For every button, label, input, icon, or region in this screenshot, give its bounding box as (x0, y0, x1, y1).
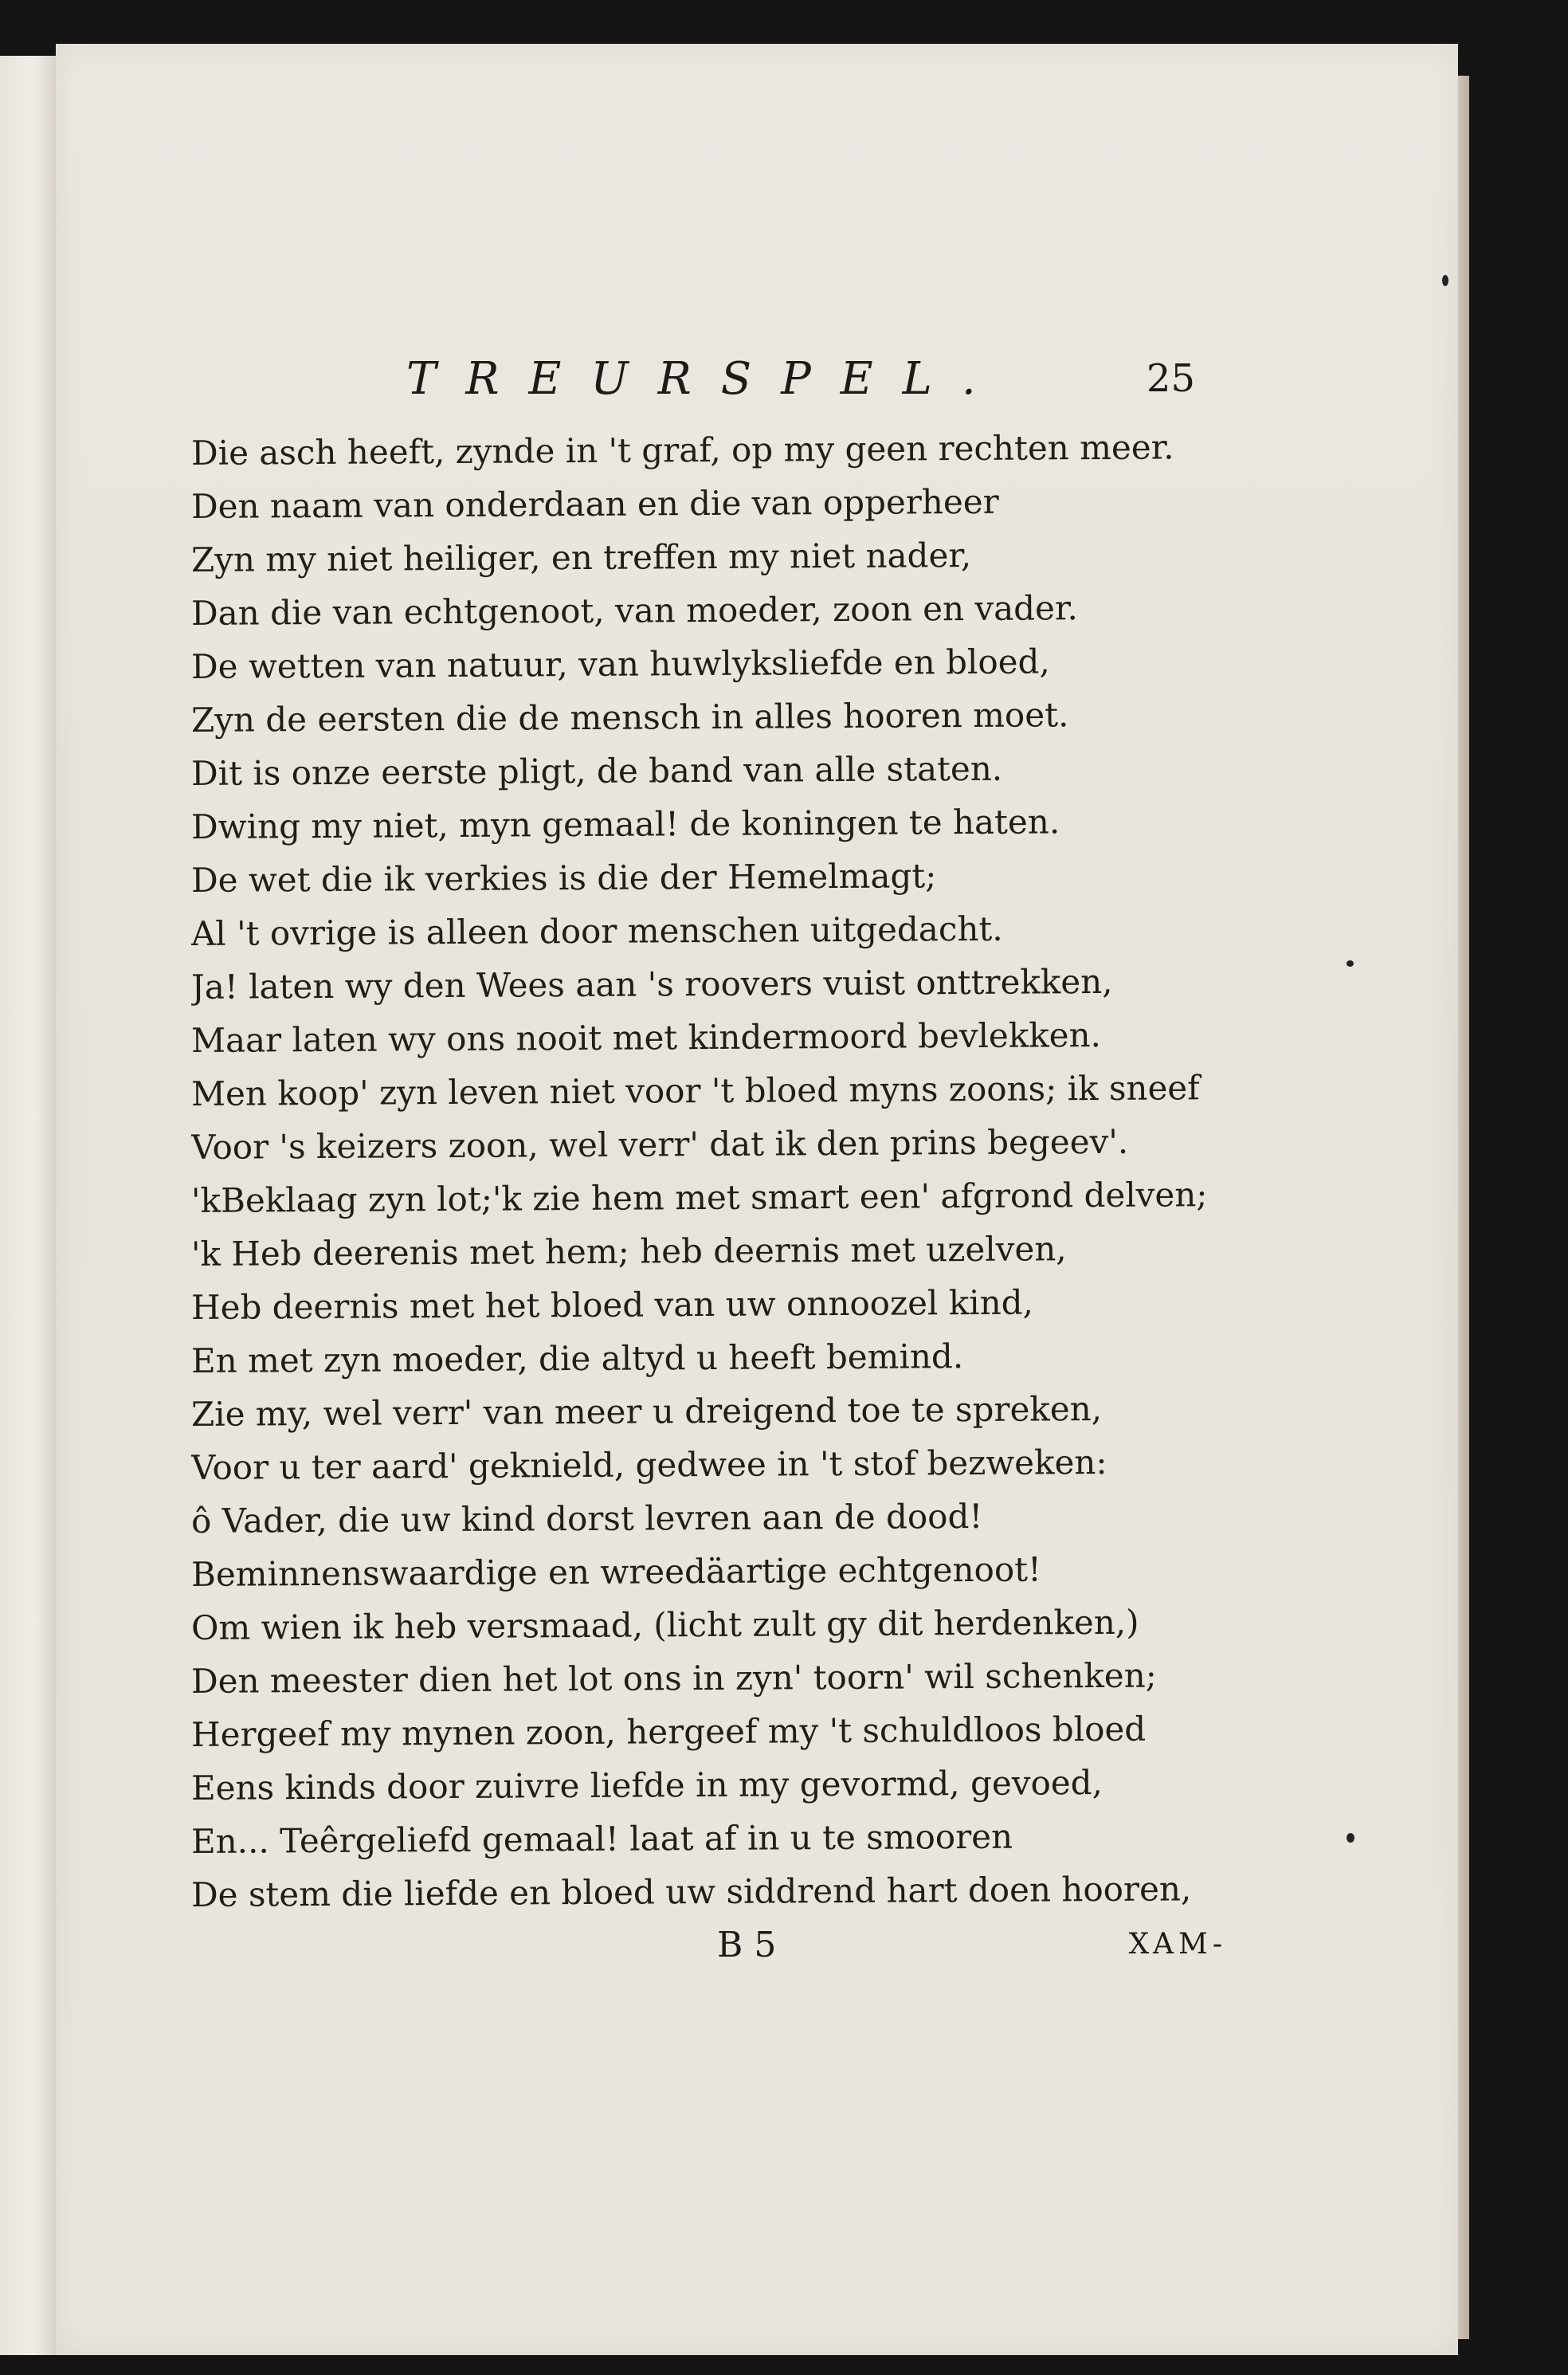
facing-page-edge (0, 56, 64, 2355)
verse-line: Zyn my niet heiliger, en treffen my niet nader, (190, 536, 972, 579)
verse-line: 'kBeklaag zyn lot;'k zie hem met smart een' afgrond delven; (190, 1175, 1208, 1220)
verse-line: Heb deernis met het bloed van uw onnoozel kind, (190, 1282, 1034, 1327)
verse-line: Ja! laten wy den Wees aan 's roovers vuist onttrekken, (190, 961, 1113, 1007)
verse-line: Zie my, wel verr' van meer u dreigend toe te spreken, (190, 1389, 1103, 1434)
verse-line: Hergeef my mynen zoon, hergeef my 't schuldloos bloed (190, 1709, 1147, 1754)
verse-line: Den meester dien het lot ons in zyn' toorn' wil schenken; (190, 1655, 1158, 1701)
ink-speck (1442, 275, 1448, 286)
verse-line: Beminnenswaardige en wreedäartige echtgenoot! (190, 1549, 1042, 1594)
verse-line: ô Vader, die uw kind dorst levren aan de dood! (190, 1496, 983, 1541)
catchword: XAM- (1128, 1928, 1227, 1961)
verse-line: Al 't ovrige is alleen door menschen uitgedacht. (190, 909, 1003, 953)
verse-line: Dit is onze eerste pligt, de band van alle staten. (190, 748, 1003, 793)
verse-line: En... Teêrgeliefd gemaal! laat af in u te smooren (190, 1816, 1013, 1861)
running-title: TREURSPEL. (406, 353, 1005, 405)
verse-line: De stem die liefde en bloed uw siddrend hart doen hooren, (190, 1869, 1192, 1914)
verse-line: Dwing my niet, myn gemaal! de koningen te haten. (190, 802, 1060, 846)
verse-line: Voor u ter aard' geknield, gedwee in 't stof bezweken: (190, 1442, 1107, 1487)
book-page (56, 44, 1458, 2355)
page-header (351, 323, 1211, 426)
verse-line: Maar laten wy ons nooit met kindermoord bevlekken. (190, 1015, 1102, 1060)
verse-text (190, 426, 1251, 1914)
page-number: 25 (1146, 356, 1195, 401)
signature-mark: B 5 (717, 1925, 777, 1965)
verse-line: Zyn de eersten die de mensch in alles hooren moet. (190, 695, 1069, 740)
ink-speck (1347, 960, 1354, 967)
ink-speck (1347, 1833, 1354, 1843)
verse-line: Den naam van onderdaan en die van opperheer (190, 481, 999, 526)
verse-line: En met zyn moeder, die altyd u heeft bemind. (190, 1337, 964, 1380)
verse-line: Dan die van echtgenoot, van moeder, zoon en vader. (190, 588, 1078, 633)
verse-line: Die asch heeft, zynde in 't graf, op my geen rechten meer. (190, 427, 1174, 473)
verse-line: Voor 's keizers zoon, wel verr' dat ik den prins begeev'. (190, 1121, 1129, 1167)
page-footer (669, 1925, 1227, 1988)
verse-line: De wet die ik verkies is die der Hemelmagt; (190, 856, 937, 900)
verse-line: Om wien ik heb versmaad, (licht zult gy dit herdenken,) (190, 1602, 1139, 1647)
verse-line: De wetten van natuur, van huwlyksliefde en bloed, (190, 642, 1050, 686)
verse-line: Eens kinds door zuivre liefde in my gevormd, gevoed, (190, 1763, 1103, 1808)
verse-line: Men koop' zyn leven niet voor 't bloed myns zoons; ik sneef (190, 1068, 1200, 1113)
verse-line: 'k Heb deerenis met hem; heb deernis met uzelven, (190, 1229, 1067, 1274)
